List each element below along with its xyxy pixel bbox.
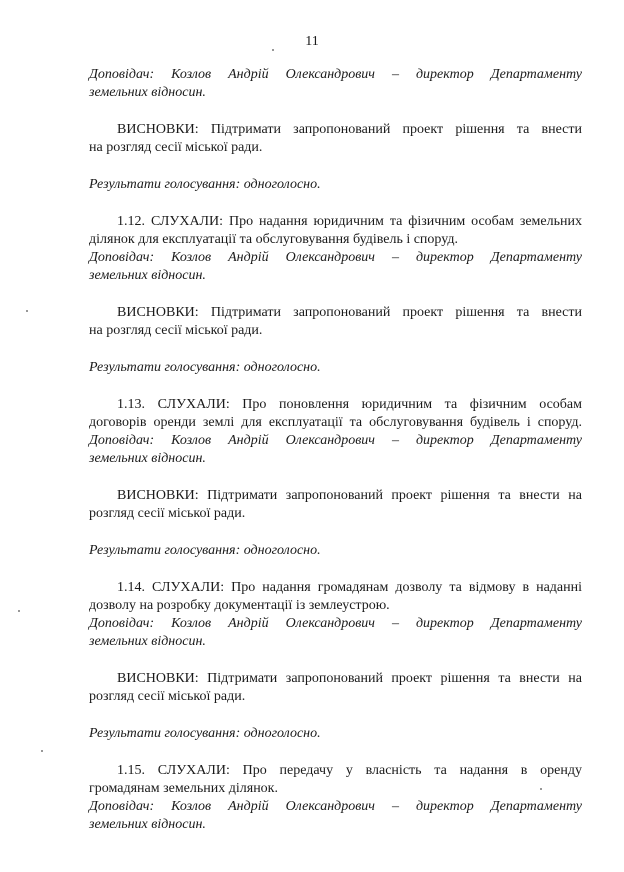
speaker-line: земельних відносин. [89, 268, 206, 283]
item-heading-line: 1.15. СЛУХАЛИ: Про передачу у власність та надання в оренду [117, 763, 582, 778]
conclusion-line: ВИСНОВКИ: Підтримати запропонований проект рішення та внести [117, 122, 582, 137]
vote-result: Результати голосування: одноголосно. [89, 543, 321, 558]
item-heading-line: громадянам земельних ділянок. [89, 781, 278, 796]
page-number: 11 [305, 34, 319, 49]
scan-speck [41, 750, 43, 752]
conclusion-line: на розгляд сесії міської ради. [89, 323, 263, 338]
conclusion-block [89, 121, 582, 157]
vote-result: Результати голосування: одноголосно. [89, 726, 321, 741]
speaker-line: Доповідач: Козлов Андрій Олександрович – директор Департаменту [89, 799, 582, 814]
agenda-item [89, 213, 582, 285]
item-heading-line: договорів оренди землі для експлуатації та обслуговування будівель і споруд. [89, 415, 582, 430]
scan-speck [540, 788, 542, 790]
speaker-line: Доповідач: Козлов Андрій Олександрович – директор Департаменту [89, 250, 582, 265]
scan-speck [18, 610, 20, 612]
speaker-line: земельних відносин. [89, 451, 206, 466]
agenda-item [89, 762, 582, 834]
conclusion-line: ВИСНОВКИ: Підтримати запропонований проект рішення та внести на [117, 488, 582, 503]
vote-result: Результати голосування: одноголосно. [89, 360, 321, 375]
conclusion-line: ВИСНОВКИ: Підтримати запропонований проект рішення та внести на [117, 671, 582, 686]
conclusion-block [89, 487, 582, 523]
speaker-line: Доповідач: Козлов Андрій Олександрович – директор Департаменту [89, 67, 582, 82]
conclusion-block [89, 670, 582, 706]
item-heading-line: ділянок для експлуатації та обслуговування будівель і споруд. [89, 232, 458, 247]
scan-speck [272, 49, 274, 51]
speaker-line: Доповідач: Козлов Андрій Олександрович – директор Департаменту [89, 616, 582, 631]
speaker-line: Доповідач: Козлов Андрій Олександрович – директор Департаменту [89, 433, 582, 448]
speaker-block [89, 66, 582, 102]
conclusion-line: на розгляд сесії міської ради. [89, 140, 263, 155]
item-heading-line: 1.12. СЛУХАЛИ: Про надання юридичним та фізичним особам земельних [117, 214, 582, 229]
agenda-item [89, 396, 582, 468]
conclusion-line: розгляд сесії міської ради. [89, 506, 246, 521]
conclusion-line: ВИСНОВКИ: Підтримати запропонований проект рішення та внести [117, 305, 582, 320]
item-heading-line: 1.13. СЛУХАЛИ: Про поновлення юридичним та фізичним особам [117, 397, 582, 412]
conclusion-line: розгляд сесії міської ради. [89, 689, 246, 704]
page-content [89, 66, 582, 834]
speaker-line: земельних відносин. [89, 634, 206, 649]
vote-result: Результати голосування: одноголосно. [89, 177, 321, 192]
agenda-item [89, 579, 582, 651]
item-heading-line: дозволу на розробку документації із землеустрою. [89, 598, 390, 613]
conclusion-block [89, 304, 582, 340]
scan-speck [26, 310, 28, 312]
speaker-line: земельних відносин. [89, 85, 206, 100]
speaker-line: земельних відносин. [89, 817, 206, 832]
item-heading-line: 1.14. СЛУХАЛИ: Про надання громадянам дозволу та відмову в наданні [117, 580, 582, 595]
